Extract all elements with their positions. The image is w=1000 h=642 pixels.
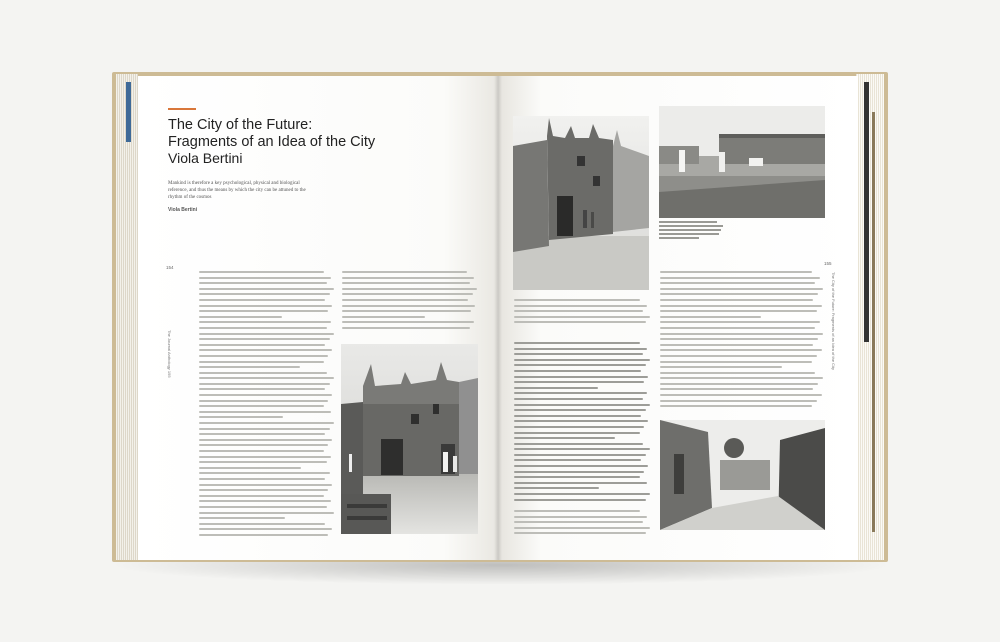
text-line	[660, 282, 815, 284]
left-page-number: 154	[166, 265, 174, 270]
text-line	[660, 349, 822, 351]
text-line	[660, 372, 815, 374]
text-line	[199, 383, 330, 385]
text-line	[660, 310, 817, 312]
text-line	[199, 472, 330, 474]
text-line	[660, 333, 823, 335]
text-line	[199, 400, 328, 402]
text-line	[660, 321, 820, 323]
text-line	[660, 327, 815, 329]
text-line	[199, 366, 300, 368]
text-line	[514, 532, 646, 534]
text-line	[514, 426, 644, 428]
bookmark-tab	[126, 82, 131, 142]
text-line	[199, 305, 332, 307]
text-line	[514, 376, 648, 378]
text-line	[514, 359, 650, 361]
text-line	[514, 381, 644, 383]
text-line	[514, 493, 650, 495]
text-line	[199, 388, 325, 390]
text-line	[342, 305, 475, 307]
text-line	[514, 409, 646, 411]
text-line	[514, 487, 599, 489]
epigraph: Mankind is therefore a key psychological, physical and biological reference, and thus the means by which the city can be attuned to the rhythm of the cosmos	[168, 181, 306, 201]
text-line	[660, 377, 823, 379]
text-line	[199, 450, 324, 452]
right-page-number: 155	[824, 261, 832, 266]
text-line	[199, 517, 285, 519]
text-column-right-2	[660, 271, 825, 411]
text-line	[199, 422, 334, 424]
chapter-author: Viola Bertini	[168, 150, 243, 166]
text-line	[514, 521, 643, 523]
text-line	[199, 282, 327, 284]
page-edge-marker	[864, 82, 869, 342]
text-line	[514, 299, 640, 301]
text-line	[199, 338, 330, 340]
left-running-head: The Journal Anthology 195	[167, 330, 172, 378]
text-line	[199, 333, 334, 335]
chapter-title-line-2: Fragments of an Idea of the City	[168, 134, 376, 150]
text-line	[199, 316, 282, 318]
text-line	[660, 299, 813, 301]
text-column-right-1-italic-quote	[514, 342, 651, 502]
text-line	[660, 388, 813, 390]
epigraph-attribution: Viola Bertini	[168, 207, 198, 213]
text-line	[199, 512, 334, 514]
text-line	[199, 405, 324, 407]
text-line	[514, 516, 647, 518]
text-line	[514, 321, 646, 323]
text-line	[660, 366, 782, 368]
text-line	[199, 534, 328, 536]
text-line	[660, 405, 812, 407]
page-edges-left	[116, 74, 138, 560]
text-line	[660, 383, 818, 385]
text-line	[514, 476, 640, 478]
text-line	[514, 305, 647, 307]
text-line	[199, 277, 331, 279]
text-line	[342, 271, 467, 273]
text-column-left-2	[342, 271, 478, 331]
text-line	[514, 353, 643, 355]
text-line	[514, 448, 650, 450]
text-line	[199, 416, 283, 418]
text-line	[199, 500, 331, 502]
text-line	[199, 271, 324, 273]
text-line	[514, 510, 640, 512]
text-line	[199, 299, 325, 301]
chapter-title-line-1: The City of the Future:	[168, 117, 313, 133]
text-line	[660, 394, 822, 396]
text-line	[199, 411, 331, 413]
text-line	[342, 277, 474, 279]
text-line	[199, 321, 331, 323]
text-line	[514, 364, 646, 366]
text-line	[660, 293, 818, 295]
text-line	[514, 432, 640, 434]
text-line	[199, 461, 327, 463]
text-line	[342, 310, 471, 312]
text-line	[342, 299, 468, 301]
text-line	[199, 355, 328, 357]
text-line	[514, 437, 615, 439]
text-line	[514, 387, 598, 389]
text-line	[199, 444, 328, 446]
photo-mud-mosque-towers	[513, 116, 649, 290]
text-line	[199, 439, 332, 441]
photo-village-street	[660, 420, 825, 530]
text-line	[199, 293, 330, 295]
text-line	[199, 433, 325, 435]
photo-caption	[659, 221, 729, 241]
text-line	[514, 404, 650, 406]
chapter-title	[168, 117, 468, 151]
text-line	[514, 348, 647, 350]
text-line	[199, 394, 332, 396]
page-edge-marker-secondary	[872, 112, 875, 532]
text-line	[660, 361, 812, 363]
text-line	[514, 454, 646, 456]
text-line	[514, 499, 646, 501]
text-line	[660, 305, 822, 307]
text-line	[199, 349, 332, 351]
text-line	[660, 316, 761, 318]
text-line	[342, 321, 474, 323]
text-column-right-1a	[514, 299, 651, 329]
text-line	[199, 377, 334, 379]
text-line	[514, 392, 647, 394]
text-line	[660, 288, 823, 290]
photo-mud-building-street	[341, 344, 478, 534]
text-line	[514, 398, 643, 400]
text-line	[514, 415, 641, 417]
text-line	[514, 342, 640, 344]
text-line	[199, 489, 328, 491]
text-line	[199, 506, 327, 508]
text-line	[342, 316, 425, 318]
photo-workers-building-site	[659, 106, 825, 218]
text-line	[199, 428, 330, 430]
text-line	[199, 467, 301, 469]
text-line	[342, 282, 470, 284]
text-column-right-1c	[514, 510, 651, 536]
text-line	[199, 310, 328, 312]
text-line	[199, 528, 332, 530]
title-accent-rule	[168, 108, 196, 110]
text-line	[660, 400, 817, 402]
text-line	[660, 344, 813, 346]
text-line	[514, 471, 644, 473]
right-running-head: The City of the Future: Fragments of an Idea of the City	[831, 272, 836, 371]
text-line	[514, 370, 641, 372]
page-edges-right	[856, 74, 884, 560]
text-line	[660, 338, 818, 340]
text-line	[660, 277, 820, 279]
text-line	[199, 478, 325, 480]
text-line	[199, 344, 325, 346]
text-line	[342, 293, 473, 295]
text-line	[199, 327, 327, 329]
text-line	[514, 459, 641, 461]
text-line	[514, 443, 643, 445]
text-line	[660, 355, 817, 357]
text-line	[514, 527, 650, 529]
text-line	[660, 271, 812, 273]
text-line	[199, 456, 331, 458]
text-line	[199, 495, 324, 497]
text-line	[199, 484, 332, 486]
text-line	[199, 372, 327, 374]
text-line	[514, 316, 650, 318]
book-gutter	[494, 76, 502, 560]
text-line	[514, 420, 648, 422]
text-column-left-1	[199, 271, 335, 539]
text-line	[342, 288, 477, 290]
text-line	[342, 327, 470, 329]
text-line	[199, 288, 334, 290]
text-line	[514, 310, 643, 312]
text-line	[514, 465, 648, 467]
text-line	[199, 361, 324, 363]
text-line	[514, 482, 647, 484]
text-line	[199, 523, 325, 525]
